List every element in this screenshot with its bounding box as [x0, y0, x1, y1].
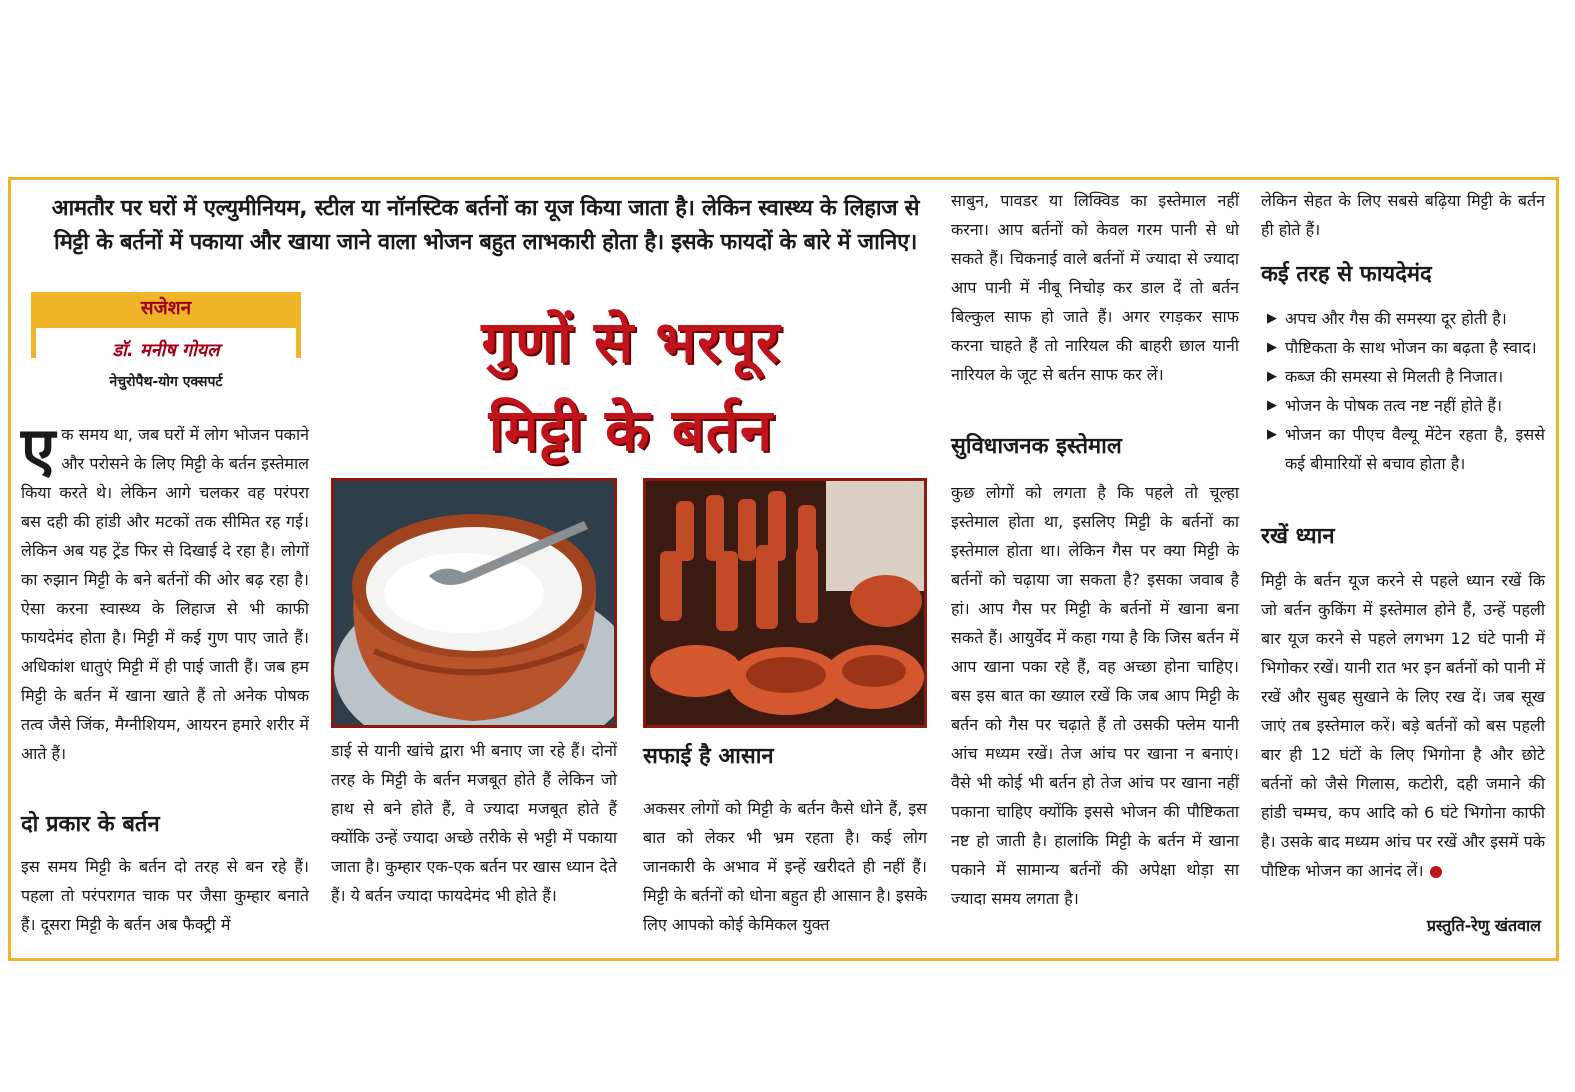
col5-para2: मिट्टी के बर्तन यूज करने से पहले ध्यान रखें कि जो बर्तन कुकिंग में इस्तेमाल होने हैं, उन्हें पहली बार यूज करने से पहले लगभग 12 घंटे पानी में भिगोकर रखें। यानी रात भर इन बर्तनों को पानी में रखें और सुबह सुखाने के लिए रख दें। जब सूख जाएं तब इस्तेमाल करें। बड़े बर्तनों को बस पहली बार ही 12 घंटों के लिए भिगोना है और छोटे बर्तनों को जैसे गिलास, कटोरी, दही जमाने की हांडी चम्मच, कप आदि को 6 घंटे भिगोना काफी है। उसके बाद मध्यम आंच पर रखें और इसमें पके पौष्टिक भोजन का आनंद लें।: [1261, 571, 1545, 880]
col1-subheading: दो प्रकार के बर्तन: [21, 812, 160, 837]
curd-pot-illustration: [334, 481, 614, 725]
clay-utensils-illustration: [646, 481, 924, 725]
headline-line1: गुणों से भरपूर: [481, 308, 781, 376]
list-item: ▶ अपच और गैस की समस्या दूर होती है।: [1267, 304, 1545, 333]
col3-subheading: सफाई है आसान: [643, 744, 774, 769]
col5-subheading-2: रखें ध्यान: [1261, 524, 1335, 549]
headline-line2: मिट्टी के बर्तन: [488, 396, 774, 464]
suggestion-label: सजेशन: [140, 297, 192, 319]
author-role: नेचुरोपैथ-योग एक्सपर्ट: [109, 374, 223, 390]
credit-line: प्रस्तुति-रेणु खंतवाल: [1426, 916, 1541, 935]
col1-para2: इस समय मिट्टी के बर्तन दो तरह से बन रहे हैं। पहला तो परंपरागत चाक पर जैसा कुम्हार बनाते हैं। दूसरा मिट्टी के बर्तन अब फैक्ट्री में: [21, 857, 309, 934]
col4-para1: साबुन, पावडर या लिक्विड का इस्तेमाल नहीं करना। आप बर्तनों को केवल गरम पानी से धो सकते हैं। चिकनाई वाले बर्तनों में ज्यादा से ज्यादा आप पानी में नीबू निचोड़ कर डाल दें तो बर्तन बिल्कुल साफ हो जाते हैं। अगर रगड़कर साफ करना चाहते हैं तो नारियल की बाहरी छाल यानी नारियल के जूट से बर्तन साफ कर लें।: [951, 191, 1239, 384]
end-dot-icon: [1430, 866, 1442, 878]
article-frame: [8, 177, 1559, 961]
col1-para1: क समय था, जब घरों में लोग भोजन पकाने और परोसने के लिए मिट्टी के बर्तन इस्तेमाल किया करते थे। लेकिन आगे चलकर वह परंपरा बस दही की हांडी और मटकों तक सीमित रह गई। लेकिन अब यह ट्रेंड फिर से दिखाई दे रहा है। लोगों का रुझान मिट्टी के बने बर्तनों की ओर बढ़ रहा है। ऐसा करना स्वास्थ्य के लिहाज से भी काफी फायदेमंद होता है। मिट्टी में कई गुण पाए जाते हैं। अधिकांश धातुएं मिट्टी में ही पाई जाती हैं। जब हम मिट्टी के बर्तन में खाना खाते हैं तो अनेक पोषक तत्व जैसे जिंक, मैग्नीशियम, आयरन हमारे शरीर में आते हैं।: [21, 425, 309, 763]
col4-subheading: सुविधाजनक इस्तेमाल: [951, 434, 1122, 459]
column-3: अकसर लोगों को मिट्टी के बर्तन कैसे धोने हैं, इस बात को लेकर भी भ्रम रहता है। कई लोग जानकारी के अभाव में इन्हें खरीदते ही नहीं हैं। मिट्टी के बर्तनों को धोना बहुत ही आसान है। इसके लिए आपको कोई केमिकल युक्त: [643, 799, 927, 934]
column-2: डाई से यानी खांचे द्वारा भी बनाए जा रहे हैं। दोनों तरह के मिट्टी के बर्तन मजबूत होते हैं लेकिन जो हाथ से बने होते हैं, वे ज्यादा मजबूत होते हैं क्योंकि उन्हें ज्यादा अच्छे तरीके से भट्टी में पकाया जाता है। कुम्हार एक-एक बर्तन पर खास ध्यान देते हैं। ये बर्तन ज्यादा फायदेमंद भी होते हैं।: [331, 741, 617, 905]
col5-subheading-1: कई तरह से फायदेमंद: [1261, 262, 1432, 287]
column-1: [21, 413, 309, 768]
dropcap: ए: [21, 413, 56, 486]
clay-utensils-image: [643, 478, 927, 728]
headline: [331, 298, 931, 474]
curd-pot-image: [331, 478, 617, 728]
intro-text: आमतौर पर घरों में एल्युमीनियम, स्टील या नॉनस्टिक बर्तनों का यूज किया जाता है। लेकिन स्वास्थ्य के लिहाज से मिट्टी के बर्तनों में पकाया और खाया जाने वाला भोजन बहुत लाभकारी होता है। इसके फायदों के बारे में जानिए।: [51, 196, 920, 255]
col4-para2: कुछ लोगों को लगता है कि पहले तो चूल्हा इस्तेमाल होता था, इसलिए मिट्टी के बर्तनों का इस्तेमाल होता था। लेकिन गैस पर क्या मिट्टी के बर्तनों को चढ़ाया जा सकता है? इसका जवाब है हां। आप गैस पर मिट्टी के बर्तनों में खाना बना सकते हैं। आयुर्वेद में कहा गया है कि जिस बर्तन में आप खाना पका रहे हैं, वह अच्छा होना चाहिए। बस इस बात का ख्याल रखें कि जब आप मिट्टी के बर्तन को गैस पर चढ़ाते हैं तो उसकी फ्लेम यानी आंच मध्यम रखें। तेज आंच पर खाना न बनाएं। वैसे भी कोई भी बर्तन हो तेज आंच पर खाना नहीं पकाना चाहिए क्योंकि इससे भोजन की पौष्टिकता नष्ट हो जाती है। हालांकि मिट्टी के बर्तन में खाना पकाने में सामान्य बर्तनों की अपेक्षा थोड़ा सा ज्यादा समय लगता है।: [951, 483, 1239, 908]
list-item: ▶ कब्ज की समस्या से मिलती है निजात।: [1267, 362, 1545, 391]
benefits-list: [1267, 304, 1545, 478]
list-item: ▶ पौष्टिकता के साथ भोजन का बढ़ता है स्वाद।: [1267, 333, 1545, 362]
list-item: ▶ भोजन के पोषक तत्व नष्ट नहीं होते हैं।: [1267, 391, 1545, 420]
list-item: ▶ भोजन का पीएच वैल्यू मेंटेन रहता है, इससे कई बीमारियों से बचाव होता है।: [1267, 420, 1545, 478]
col5-para1: लेकिन सेहत के लिए सबसे बढ़िया मिट्टी के बर्तन ही होते हैं।: [1261, 191, 1545, 239]
author-name: डॉ. मनीष गोयल: [112, 340, 220, 361]
